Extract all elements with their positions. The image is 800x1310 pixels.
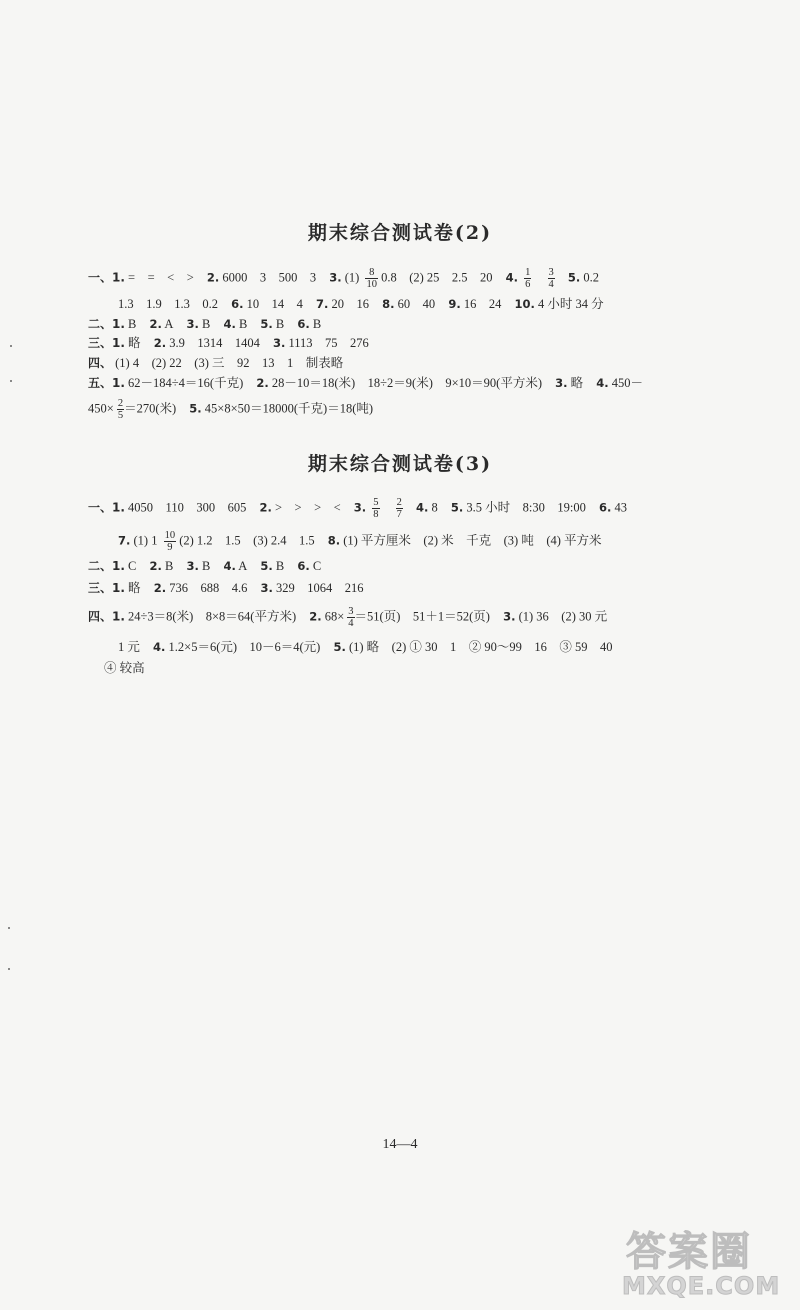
s2-q6-number: 6. [231, 297, 244, 311]
answer: B [201, 317, 211, 331]
answer: 略 [128, 336, 141, 350]
numerator: 3 [348, 606, 354, 617]
number: 3. [186, 317, 199, 331]
s2-fraction-8-10 [365, 267, 378, 290]
number: 3. [503, 609, 516, 624]
answer: B [201, 559, 211, 573]
answer: 3.9 1314 1404 [169, 336, 260, 350]
answer: 68× [324, 609, 345, 624]
answer: 3.5 小时 8:30 19:00 [466, 500, 586, 515]
s3-line-6 [118, 637, 613, 657]
s2-line-7 [88, 398, 373, 421]
s3-line-3 [88, 556, 321, 576]
s2-q4-number: 4. [505, 270, 519, 285]
s3-fraction-2-7 [396, 497, 403, 520]
s3-fraction-5-8 [372, 497, 379, 520]
answer: ④ 较高 [104, 661, 145, 675]
number: 5. [450, 500, 464, 515]
denominator: 8 [373, 509, 379, 520]
number: 4. [596, 376, 609, 390]
s2-part5-lead: 五、1. [88, 376, 125, 390]
numerator: 2 [396, 497, 402, 508]
s3-fraction-10-9 [164, 530, 177, 553]
answer: A [238, 559, 248, 573]
s2-q3-answer-a: (1) [344, 270, 360, 285]
scan-dot [8, 968, 10, 970]
s3-line-2 [118, 530, 602, 553]
number: 5. [333, 640, 346, 654]
s3-line-4 [88, 578, 363, 598]
number: 6. [297, 317, 310, 331]
s3-line-7 [104, 658, 145, 678]
s2-line-5 [88, 353, 343, 373]
s3-fraction-3-4 [347, 606, 354, 629]
answer: (1) 略 (2) ① 30 1 ② 90～99 16 ③ 59 40 [348, 640, 613, 654]
answer: 4050 110 300 605 [128, 500, 247, 515]
s3-line-1 [88, 497, 627, 520]
numerator: 10 [164, 530, 176, 541]
s2-line-4 [88, 333, 369, 353]
number: 2. [153, 336, 167, 350]
number: 2. [259, 500, 272, 515]
section-title-test-3: 期末综合测试卷(3) [307, 453, 493, 475]
number: 3. [353, 500, 367, 515]
denominator: 4 [348, 618, 354, 629]
s2-q3-number: 3. [329, 270, 342, 285]
s2-q10-answer: 4 小时 34 分 [537, 297, 604, 311]
number: 4. [223, 317, 236, 331]
s2-q7-number: 7. [316, 297, 329, 311]
number: 8. [327, 533, 341, 548]
answer: 450－ [611, 376, 644, 390]
s2-q8-answer: 60 40 [397, 297, 436, 311]
answer: ＝51(页) 51＋1＝52(页) [354, 609, 490, 624]
s3-part3-lead: 三、1. [88, 581, 125, 595]
number: 6. [599, 500, 612, 515]
watermark-logo [600, 1220, 790, 1302]
number: 2. [149, 559, 162, 573]
s2-q5-answer: 0.2 [583, 270, 600, 285]
answer: 736 688 4.6 [169, 581, 248, 595]
page-number: 14—4 [382, 1137, 418, 1152]
s2-q6-answer: 10 14 4 [246, 297, 303, 311]
answer: (2) 1.2 1.5 (3) 2.4 1.5 [179, 533, 315, 548]
denominator: 10 [366, 279, 377, 290]
numerator: 1 [525, 267, 531, 278]
answer: B [128, 317, 137, 331]
answer: 1.2×5＝6(元) 10－6＝4(元) [168, 640, 321, 654]
answer: B [165, 559, 174, 573]
answer: 24÷3＝8(米) 8×8＝64(平方米) [128, 609, 297, 624]
scan-dot [10, 345, 12, 347]
denominator: 9 [167, 542, 173, 553]
s3-part2-lead: 二、1. [88, 559, 125, 573]
number: 2. [309, 609, 322, 624]
number: 2. [256, 376, 269, 390]
s2-q3-answer-b: 0.8 (2) 25 2.5 20 [381, 270, 493, 285]
s2-q1-answer: = = < > [128, 270, 194, 285]
s2-q7-answer: 20 16 [331, 297, 370, 311]
number: 3. [186, 559, 199, 573]
numerator: 8 [365, 267, 378, 279]
numerator: 5 [373, 497, 379, 508]
s3-part1-lead: 一、1. [88, 500, 125, 515]
answer: 28－10＝18(米) 18÷2＝9(米) 9×10＝90(平方米) [271, 376, 542, 390]
answer: 450× [88, 401, 114, 416]
answer: 1113 75 276 [288, 336, 369, 350]
s2-part1-lead: 一、1. [88, 270, 125, 285]
s2-q9-number: 9. [448, 297, 461, 311]
answer: 略 [128, 581, 141, 595]
numerator: 3 [548, 267, 554, 278]
s2-line-6 [88, 373, 643, 393]
s2-q2-answer: 6000 3 500 3 [222, 270, 317, 285]
s2-q8-number: 8. [382, 297, 395, 311]
s3-part4-lead: 四、1. [88, 609, 125, 624]
s2-fraction-2-5 [117, 398, 124, 421]
number: 6. [297, 559, 310, 573]
answer: B [312, 317, 322, 331]
number: 5. [260, 317, 273, 331]
s2-q10-number: 10. [514, 297, 535, 311]
answer: A [164, 317, 174, 331]
answer: (1) 36 (2) 30 元 [518, 609, 608, 624]
answer: > > > < [274, 500, 341, 515]
number: 7. [118, 533, 131, 548]
answer: (1) 1 [133, 533, 158, 548]
s2-fraction-3-4 [548, 267, 555, 290]
denominator: 5 [117, 410, 124, 421]
answer: 8 [431, 500, 438, 515]
s2-line-1 [88, 267, 599, 290]
answer: (1) 平方厘米 (2) 米 千克 (3) 吨 (4) 平方米 [343, 533, 602, 548]
scan-dot [10, 380, 12, 382]
number: 3. [260, 581, 273, 595]
number: 4. [416, 500, 429, 515]
s3-line-5 [88, 606, 607, 629]
s2-line-3 [88, 314, 321, 334]
number: 3. [272, 336, 286, 350]
s2-q2-number: 2. [206, 270, 220, 285]
answer: B [275, 317, 285, 331]
s2-fraction-1-6 [524, 267, 531, 290]
watermark-text: 答案圈 [626, 1229, 752, 1275]
s2-part4-lead: 四、 [88, 356, 113, 370]
answer: 略 [570, 376, 584, 390]
number: 5. [189, 401, 202, 416]
answer: C [312, 559, 322, 573]
answer: C [128, 559, 137, 573]
answer: B [238, 317, 248, 331]
answer: (1) 4 (2) 22 (3) 三 92 13 1 制表略 [115, 356, 344, 370]
answer: 43 [614, 500, 627, 515]
answer: B [275, 559, 285, 573]
s2-part3-lead: 三、1. [88, 336, 125, 350]
number: 5. [260, 559, 273, 573]
section-title-test-2: 期末综合测试卷(2) [307, 222, 493, 244]
answer: ＝270(米) [124, 401, 177, 416]
answer: 45×8×50＝18000(千克)＝18(吨) [204, 401, 374, 416]
answer: 1 元 [118, 640, 140, 654]
denominator: 6 [525, 279, 531, 290]
s2-q5-number: 5. [567, 270, 581, 285]
denominator: 7 [396, 509, 402, 520]
answer: 62－184÷4＝16(千克) [128, 376, 244, 390]
scan-dot [8, 927, 10, 929]
number: 3. [555, 376, 568, 390]
numerator: 2 [117, 398, 124, 409]
s2-q9-answer: 16 24 [463, 297, 502, 311]
number: 2. [153, 581, 167, 595]
denominator: 4 [548, 279, 554, 290]
s2-part2-lead: 二、1. [88, 317, 125, 331]
s2-line-2 [118, 294, 604, 314]
s2-q5-answer-cont: 1.3 1.9 1.3 0.2 [118, 297, 219, 311]
number: 4. [153, 640, 166, 654]
watermark-url: MXQE.COM [622, 1272, 781, 1300]
number: 4. [223, 559, 236, 573]
answer: 329 1064 216 [275, 581, 364, 595]
number: 2. [149, 317, 162, 331]
